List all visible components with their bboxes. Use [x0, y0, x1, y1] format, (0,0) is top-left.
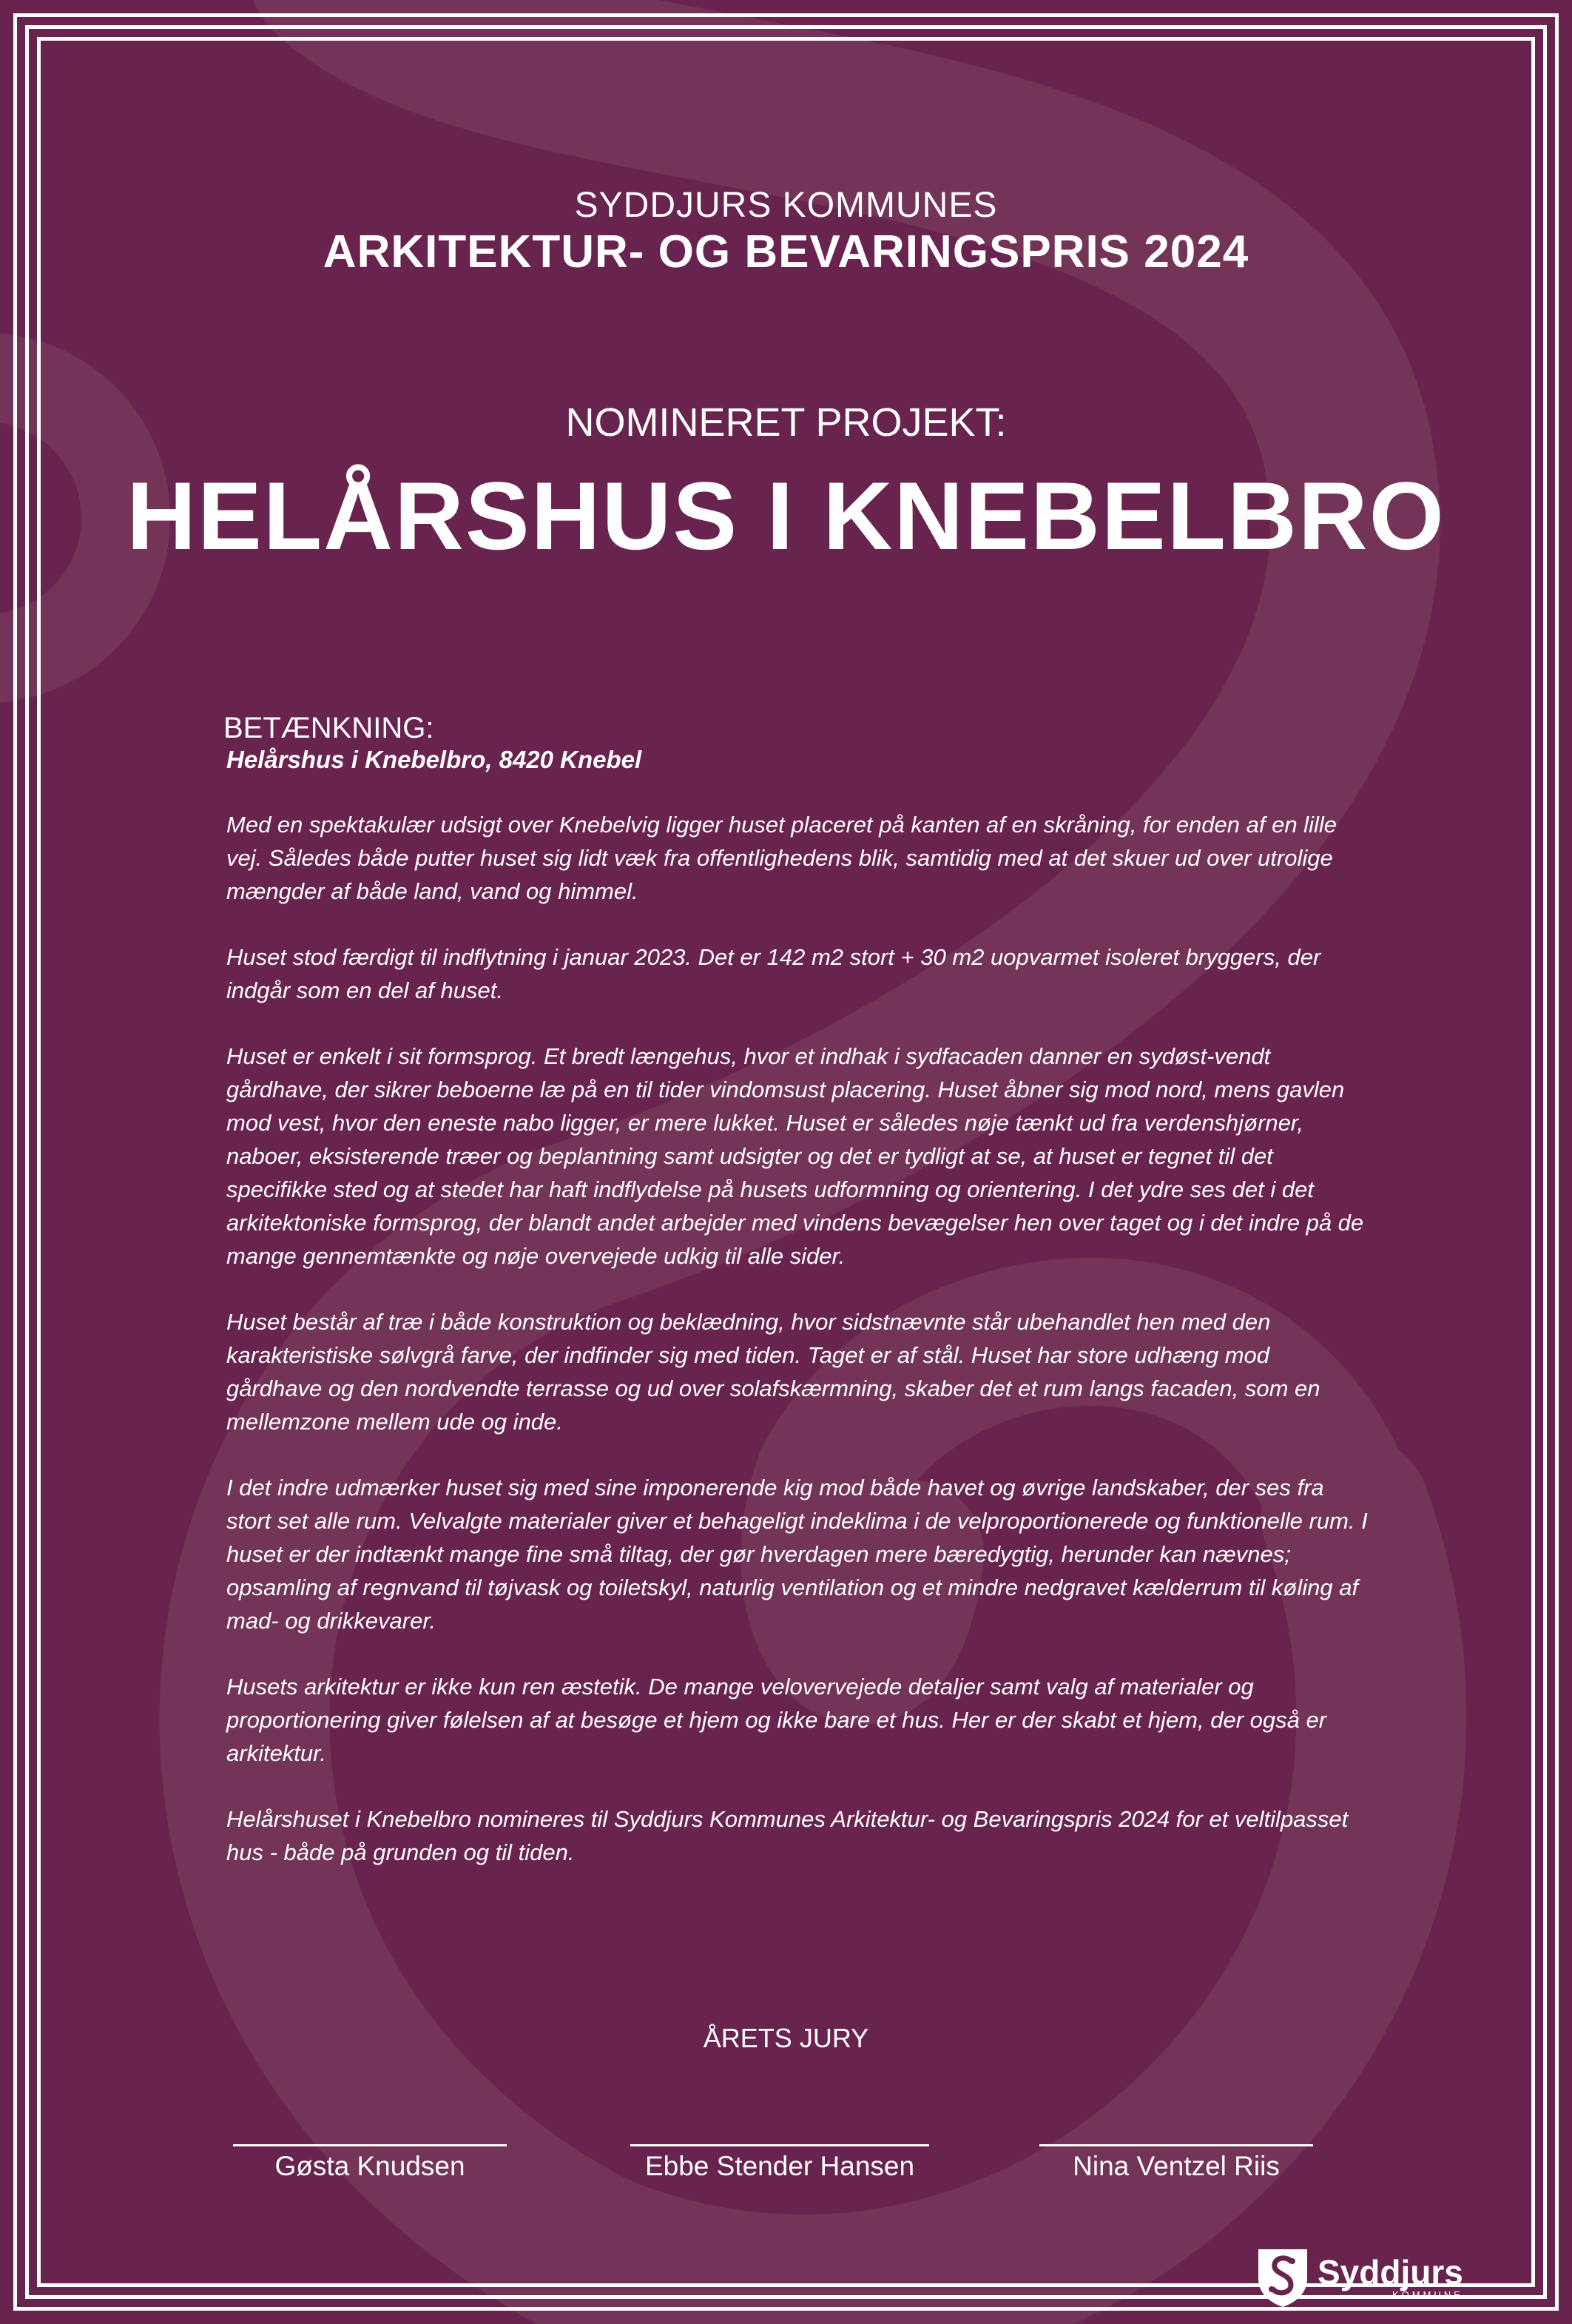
logo-subtitle: KOMMUNE — [1391, 2288, 1463, 2300]
jury-member-name: Ebbe Stender Hansen — [644, 2151, 915, 2181]
statement-heading: BETÆNKNING: — [223, 712, 434, 744]
syddjurs-logo — [1255, 2248, 1500, 2307]
jury-signature — [1039, 2144, 1313, 2182]
organization-title: SYDDJURS KOMMUNES — [574, 186, 998, 225]
signature-line — [1039, 2144, 1313, 2146]
statement-paragraph: Med en spektakulær udsigt over Knebelvig ligger huset placeret på kanten af en skråning, for enden af en lille vej. Således både putter huset sig lidt væk fra offentlighedens blik, samtidig med at det skuer ud over utrolige mængder af både land, vand og himmel. — [226, 812, 1337, 904]
statement-paragraph: I det indre udmærker huset sig med sine imponerende kig mod både havet og øvrige landskaber, der ses fra stort set alle rum. Velvalgte materialer giver et behageligt indeklima i de velproportionerede og funktionelle rum. I huset er der indtænkt mange fine små tiltag, der gør hverdagen mere bæredygtig, herunder kan nævnes; opsamling af regnvand til tøjvask og toiletskyl, naturlig ventilation og et mindre nedgravet kælderrum til køling af mad- og drikkevarer. — [226, 1475, 1368, 1634]
statement-paragraph: Helårshuset i Knebelbro nomineres til Syddjurs Kommunes Arkitektur- og Bevaringspris 2024 for et veltilpasset hus - både på grunden og til tiden. — [226, 1806, 1349, 1865]
jury-member-name: Gøsta Knudsen — [274, 2151, 465, 2181]
project-title: HELÅRSHUS I KNEBELBRO — [126, 462, 1446, 570]
syddjurs-shield-icon — [1255, 2246, 1310, 2308]
jury-member-name: Nina Ventzel Riis — [1073, 2151, 1280, 2181]
jury-signature — [233, 2144, 507, 2182]
statement-paragraph: Huset stod færdigt til indflytning i januar 2023. Det er 142 m2 stort + 30 m2 uopvarmet isoleret bryggers, der indgår som en del af huset. — [226, 944, 1321, 1003]
nomination-label: NOMINERET PROJEKT: — [565, 400, 1007, 445]
signature-line — [630, 2144, 929, 2146]
statement-paragraph: Huset er enkelt i sit formsprog. Et bredt længehus, hvor et indhak i sydfacaden danner en sydøst-vendt gårdhave, der sikrer beboerne læ på en til tider vindomsust placering. Huset åbner sig mod nord, mens gavlen mod vest, hvor den eneste nabo ligger, er mere lukket. Huset er således nøje tænkt ud fra verdenshjørner, naboer, eksisterende træer og beplantning samt udsigter og det er tydligt at se, at huset er tegnet til det specifikke sted og at stedet har haft indflydelse på husets udformning og orientering. I det ydre ses det i det arkitektoniske formsprog, der blandt andet arbejder med vindens bevægelser hen over taget og i det indre på de mange gennemtænkte og nøje overvejede udkig til alle sider. — [226, 1043, 1364, 1269]
statement-paragraph: Husets arkitektur er ikke kun ren æstetik. De mange velovervejede detaljer samt valg af materialer og proportionering giver følelsen af at besøge et hjem og ikke bare et hus. Her er der skabt et hjem, der også er arkitektur. — [226, 1674, 1327, 1766]
jury-title: ÅRETS JURY — [703, 2023, 869, 2053]
statement-paragraph: Huset består af træ i både konstruktion og beklædning, hvor sidstnævnte står ubehandlet hen med den karakteristiske sølvgrå farve, der indfinder sig med tiden. Taget er af stål. Huset har store udhæng mod gårdhave og den nordvendte terrasse og ud over solafskærmning, skaber det et rum langs facaden, som en mellemzone mellem ude og inde. — [226, 1309, 1320, 1435]
statement-subheading: Helårshus i Knebelbro, 8420 Knebel — [226, 746, 642, 773]
logo-name: Syddjurs — [1318, 2252, 1463, 2291]
prize-title: ARKITEKTUR- OG BEVARINGSPRIS 2024 — [323, 226, 1249, 277]
statement-body — [226, 808, 1369, 1902]
jury-signature — [630, 2144, 929, 2182]
signature-line — [233, 2144, 507, 2146]
